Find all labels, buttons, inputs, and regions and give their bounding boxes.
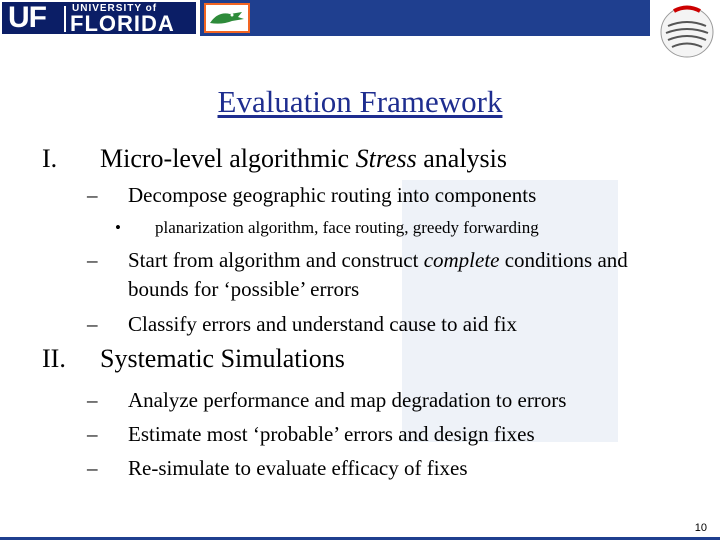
page-number: 10 — [694, 522, 707, 534]
section-1-item-continuation: bounds for ‘possible’ errors — [128, 277, 360, 301]
section-2-item: Estimate most ‘probable’ errors and design fixes — [128, 422, 535, 446]
section-2-item: Re-simulate to evaluate efficacy of fixes — [128, 456, 468, 480]
bullet-dash: – — [87, 422, 98, 446]
nomads-logo — [650, 0, 720, 60]
section-1-item: Decompose geographic routing into components — [128, 183, 537, 207]
university-of-text: UNIVERSITY of — [72, 3, 158, 14]
bullet-dash: – — [87, 312, 98, 336]
section-2-item: Analyze performance and map degradation to errors — [128, 388, 567, 412]
florida-text: FLORIDA — [70, 11, 175, 36]
item-text-emphasis: complete — [423, 248, 500, 272]
bullet-dash: – — [87, 248, 98, 272]
section-1-item — [128, 248, 628, 273]
section-1-heading-pre: Micro-level algorithmic — [100, 144, 356, 173]
section-2-heading: Systematic Simulations — [100, 344, 345, 373]
section-1-item: Classify errors and understand cause to aid fix — [128, 312, 517, 336]
uf-logo-area — [0, 0, 200, 36]
uf-initials: UF — [8, 1, 46, 34]
section-1-heading — [100, 144, 507, 174]
bullet-dash: – — [87, 388, 98, 412]
section-1-marker: I. — [42, 144, 58, 173]
section-1-heading-post: analysis — [416, 144, 508, 173]
bullet-dot: • — [115, 218, 121, 237]
header-bar — [0, 0, 720, 36]
gator-logo — [204, 3, 250, 33]
bullet-dash: – — [87, 456, 98, 480]
item-text-pre: Start from algorithm and construct — [128, 248, 424, 272]
slide-title: Evaluation Framework — [217, 84, 503, 119]
section-2-marker: II. — [42, 344, 66, 373]
section-1-heading-emphasis: Stress — [355, 144, 417, 173]
section-1-subitem: planarization algorithm, face routing, greedy forwarding — [155, 218, 539, 237]
bullet-dash: – — [87, 183, 98, 207]
item-text-post: conditions and — [499, 248, 628, 272]
logo-divider — [64, 6, 66, 32]
uf-logo — [2, 2, 196, 34]
